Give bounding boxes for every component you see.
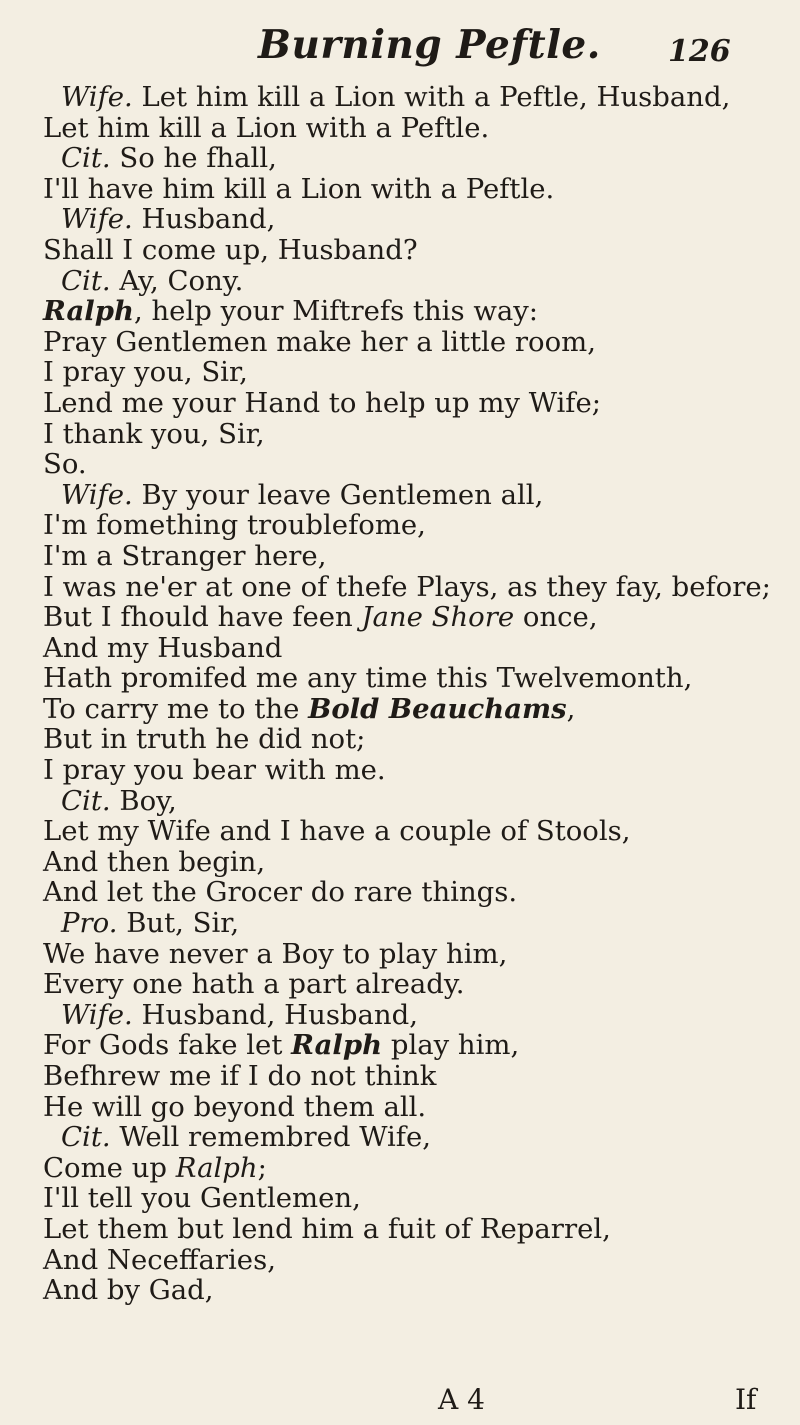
line-text: And my Husband	[43, 631, 283, 664]
text-line	[43, 174, 783, 205]
text-line	[43, 847, 783, 878]
text-line	[43, 266, 783, 297]
text-line	[43, 1275, 783, 1306]
text-line	[43, 908, 783, 939]
line-text: Let my Wife and I have a couple of Stools,	[43, 815, 631, 848]
text-line	[43, 969, 783, 1000]
text-line	[43, 327, 783, 358]
text-line	[43, 296, 783, 327]
text-line	[43, 1030, 783, 1061]
speaker-name: Wife.	[61, 998, 133, 1031]
line-text: I'll have him kill a Lion with a Peftle.	[43, 172, 555, 205]
line-text: , help your Miftrefs this way:	[133, 295, 539, 328]
play-text	[43, 82, 783, 1306]
line-text: I'm fomething troublefome,	[43, 509, 426, 542]
text-line	[43, 357, 783, 388]
line-text: And by Gad,	[43, 1274, 214, 1307]
text-line	[43, 694, 783, 725]
line-text: Shall I come up, Husband?	[43, 233, 418, 266]
text-line	[43, 1000, 783, 1031]
line-text: So.	[43, 448, 87, 481]
page-number: 126	[668, 34, 731, 69]
line-text: Let him kill a Lion with a Peftle, Husband,	[132, 81, 731, 113]
text-line	[43, 877, 783, 908]
line-text: ,	[566, 692, 576, 725]
line-text: once,	[514, 601, 598, 634]
line-text: To carry me to the	[43, 692, 309, 725]
text-line	[43, 1092, 783, 1123]
emphasized-text: Ralph	[291, 1029, 383, 1062]
line-text: I'll tell you Gentlemen,	[43, 1182, 361, 1215]
line-text: Ay, Cony.	[110, 264, 244, 297]
text-line	[43, 786, 783, 817]
speaker-name: Pro.	[61, 907, 118, 940]
text-line	[43, 113, 783, 144]
line-text: For Gods fake let	[43, 1029, 292, 1062]
text-line	[43, 480, 783, 511]
running-title: Burning Peftle.	[258, 22, 601, 68]
signature-mark: A 4	[438, 1383, 485, 1416]
speaker-name: Cit.	[61, 142, 111, 175]
text-line	[43, 82, 783, 113]
text-line	[43, 633, 783, 664]
line-text: Pray Gentlemen make her a little room,	[43, 325, 596, 358]
page-footer	[0, 1383, 800, 1419]
line-text: I pray you bear with me.	[43, 754, 386, 787]
line-text: Lend me your Hand to help up my Wife;	[43, 386, 601, 419]
text-line	[43, 755, 783, 786]
line-text: And then begin,	[43, 845, 266, 878]
speaker-name: Cit.	[61, 1121, 111, 1154]
line-text: Husband, Husband,	[132, 998, 418, 1031]
text-line	[43, 235, 783, 266]
line-text: Let them but lend him a fuit of Reparrel,	[43, 1212, 611, 1245]
line-text: We have never a Boy to play him,	[43, 937, 508, 970]
text-line	[43, 724, 783, 755]
text-line	[43, 1245, 783, 1276]
line-text: By your leave Gentlemen all,	[132, 478, 544, 511]
text-line	[43, 572, 783, 603]
line-text: Befhrew me if I do not think	[43, 1060, 437, 1092]
speaker-name: Wife.	[61, 203, 133, 236]
text-line	[43, 1122, 783, 1153]
line-text: Boy,	[110, 784, 177, 817]
page-header	[0, 14, 800, 74]
line-text: And let the Grocer do rare things.	[43, 876, 518, 909]
line-text: ;	[257, 1151, 267, 1184]
text-line	[43, 204, 783, 235]
line-text: I was ne'er at one of thefe Plays, as they fay, before;	[43, 570, 771, 603]
text-line	[43, 1153, 783, 1184]
text-line	[43, 388, 783, 419]
speaker-name: Wife.	[61, 478, 133, 511]
text-line	[43, 1061, 783, 1092]
line-text: I'm a Stranger here,	[43, 539, 327, 572]
line-text: He will go beyond them all.	[43, 1090, 427, 1123]
catchword: If	[735, 1383, 757, 1416]
line-text: I pray you, Sir,	[43, 356, 248, 389]
speaker-name: Cit.	[61, 264, 111, 297]
emphasized-text: Ralph	[43, 295, 134, 328]
text-line	[43, 816, 783, 847]
text-line	[43, 602, 783, 633]
text-line	[43, 663, 783, 694]
line-text: Hath promifed me any time this Twelvemonth,	[43, 662, 693, 695]
speaker-name: Wife.	[61, 81, 133, 113]
line-text: I thank you, Sir,	[43, 417, 265, 450]
line-text: And Neceffaries,	[43, 1243, 276, 1276]
text-line	[43, 939, 783, 970]
emphasized-text: Ralph	[175, 1151, 258, 1184]
text-line	[43, 143, 783, 174]
line-text: Come up	[43, 1151, 176, 1184]
line-text: But I fhould have feen	[43, 601, 362, 634]
line-text: So he fhall,	[110, 142, 277, 175]
text-line	[43, 419, 783, 450]
emphasized-text: Jane Shore	[361, 601, 515, 634]
text-line	[43, 541, 783, 572]
line-text: Well remembred Wife,	[110, 1121, 431, 1154]
line-text: But in truth he did not;	[43, 723, 366, 756]
line-text: play him,	[382, 1029, 520, 1062]
line-text: But, Sir,	[117, 907, 240, 940]
line-text: Let him kill a Lion with a Peftle.	[43, 111, 490, 144]
emphasized-text: Bold Beauchams	[308, 692, 567, 725]
speaker-name: Cit.	[61, 784, 111, 817]
line-text: Every one hath a part already.	[43, 968, 465, 1001]
text-line	[43, 510, 783, 541]
text-line	[43, 449, 783, 480]
line-text: Husband,	[132, 203, 276, 236]
text-line	[43, 1214, 783, 1245]
text-line	[43, 1183, 783, 1214]
